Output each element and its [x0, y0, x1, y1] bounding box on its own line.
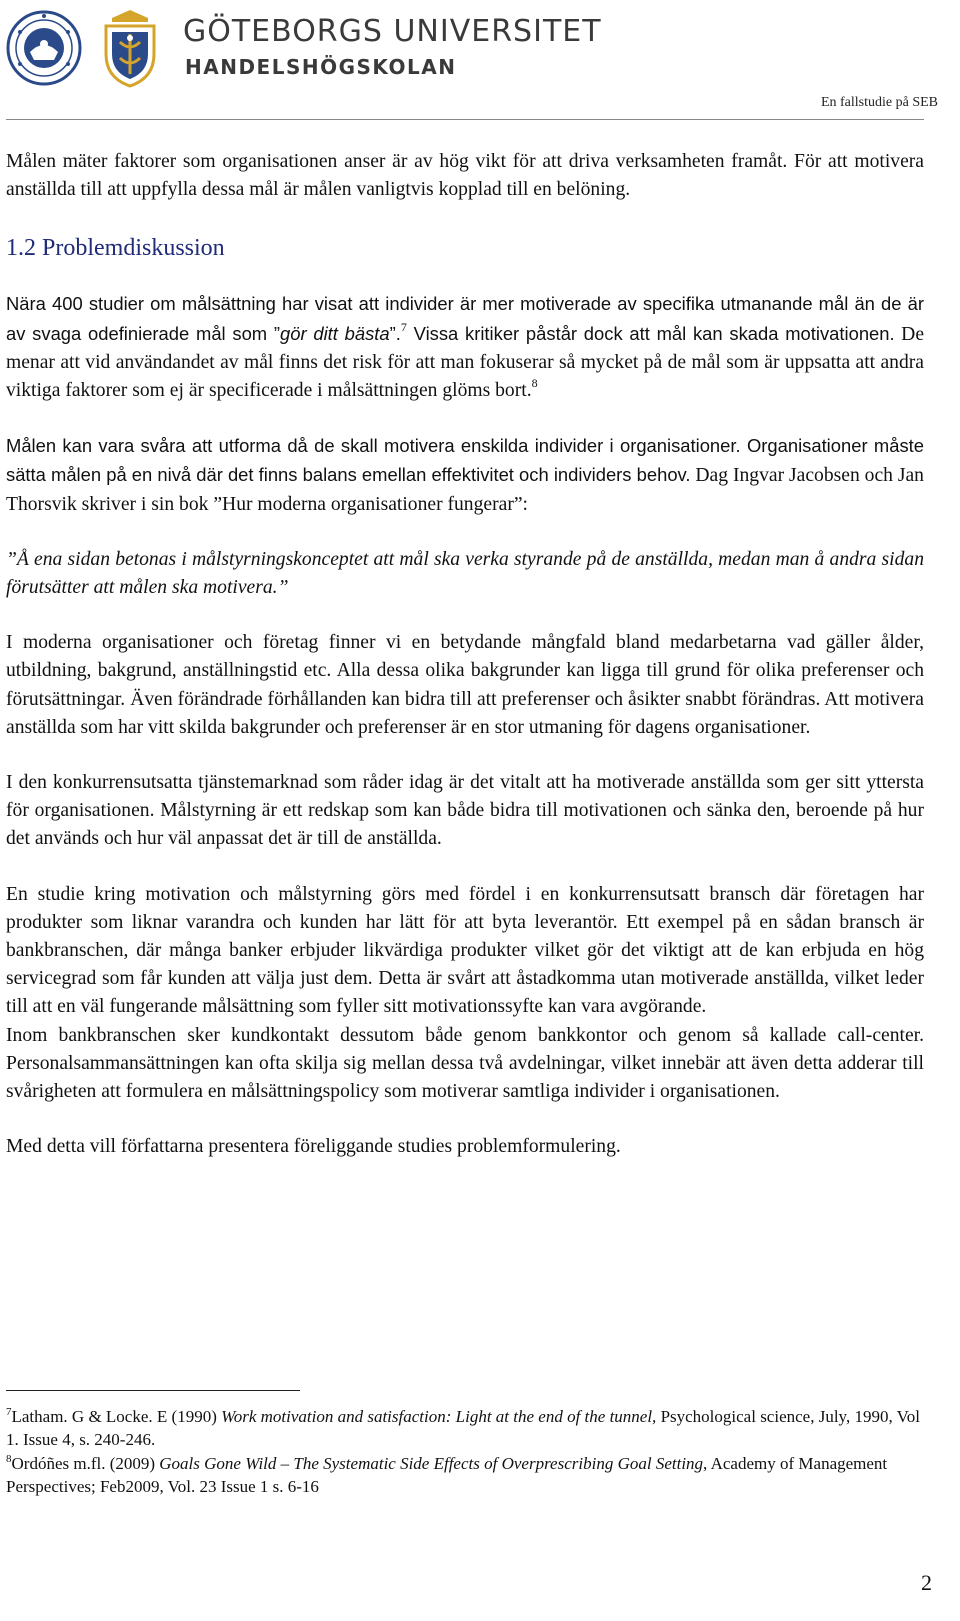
- page-header: [0, 0, 960, 112]
- p2-text-a: Målen kan vara svåra att utforma då de skall motivera enskilda individer i organisationer. Organisationer måste sätta målen på en nivå där det finns balans emellan effektivitet och individers behov.: [6, 435, 924, 486]
- footnote-title: Work motivation and satisfaction: Light at the end of the tunnel,: [221, 1407, 657, 1426]
- university-name: GÖTEBORGS UNIVERSITET: [183, 14, 602, 49]
- footnote-ref-7[interactable]: 7: [400, 319, 407, 334]
- p1-text-a: Nära 400 studier om målsättning har visat att individer är mer motiverade av specifika utmanande mål än de är av svaga odefinierade mål som ”: [6, 293, 924, 344]
- page-number: 2: [921, 1570, 932, 1595]
- paragraph-4: I den konkurrensutsatta tjänstemarknad som råder idag är det vitalt att ha motiverade anställda som ger sitt yttersta för organisationen. Målstyrning är ett redskap som kan både bidra till motivationen och sänka den, beroende på hur det används och hur väl anpassat det är till de anställda.: [6, 772, 924, 850]
- paragraph-2: [6, 432, 924, 519]
- footnote-text: Ordóñes m.fl. (2009): [11, 1453, 160, 1473]
- paragraph-1: [6, 290, 924, 405]
- paragraph-3: I moderna organisationer och företag finner vi en betydande mångfald bland medarbetarna vad gäller ålder, utbildning, bakgrund, anställningstid etc. Alla dessa olika bakgrunder kan ligga till grund för olika preferenser och förutsättningar. Även förändrade förhållanden kan bidra till att preferenser och åsikter snabbt förändras. Att motivera anställda som har vitt skilda bakgrunder och preferenser är en stor utmaning för dagens organisationer.: [6, 632, 924, 738]
- paragraph-5: En studie kring motivation och målstyrning görs med fördel i en konkurrensutsatt bransch där företagen har produkter som liknar varandra och kunden har lätt för att byta leverantör. Ett exempel på en sådan bransch är bankbranschen, där många banker erbjuder likvärdiga produkter vilket gör det viktigt att de kan erbjuda en hög servicegrad som får kunden att välja just dem. Detta är svårt att åstadkomma utan motiverade anställda, vilket leder till att en väl fungerande målsättning som fyller sitt motivationssyfte kan vara avgörande.: [6, 883, 924, 1018]
- footnote-text: Psychological science, July, 1990, Vol 1. Issue 4, s. 240-246.: [6, 1407, 920, 1450]
- paragraph-6: Inom bankbranschen sker kundkontakt dessutom både genom bankkontor och genom så kallade call-center. Personalsammansättningen kan ofta skilja sig mellan dessa två avdelningar, vilket innebär att även detta adderar till svårigheten att formulera en målsättningspolicy som motiverar samtliga individer i organisationen.: [6, 1024, 924, 1103]
- footnote-title: Goals Gone Wild – The Systematic Side Effects of Overprescribing Goal Setting: [159, 1453, 704, 1473]
- footnote-8: [6, 1452, 924, 1499]
- running-title: En fallstudie på SEB: [820, 95, 938, 110]
- school-name: HANDELSHÖGSKOLAN: [185, 55, 457, 79]
- footnote-number: 8: [6, 1452, 12, 1465]
- intro-paragraph: Målen mäter faktorer som organisationen anser är av hög vikt för att driva verksamheten framåt. För att motivera anställda till att uppfylla dessa mål är målen vanligtvis kopplad till en belöning.: [6, 151, 924, 201]
- footnote-text: , Academy of Management Perspectives; Feb2009, Vol. 23 Issue 1 s. 6-16: [6, 1453, 888, 1497]
- footnote-number: 7: [6, 1406, 12, 1418]
- footnotes: [6, 1405, 924, 1499]
- university-seal-icon: [6, 8, 82, 88]
- paragraph-7: Med detta vill författarna presentera föreliggande studies problemformulering.: [6, 1136, 621, 1158]
- section-heading: 1.2 Problemdiskussion: [6, 235, 225, 262]
- p1-text-c: Vissa kritiker påstår dock att mål kan skada motivationen.: [406, 322, 895, 344]
- p1-text-b: ”.: [389, 322, 401, 344]
- block-quote: ”Å ena sidan betonas i målstyrningskonceptet att mål ska verka styrande på de anställda, medan man å andra sidan förutsätter att målen ska motivera.”: [6, 548, 924, 599]
- header-divider: [6, 119, 924, 120]
- footnote-7: [6, 1405, 924, 1452]
- footnote-ref-8[interactable]: 8: [531, 376, 538, 391]
- school-crest-icon: [92, 8, 168, 88]
- footnote-text: Latham. G & Locke. E (1990): [11, 1407, 222, 1426]
- footnote-divider: [6, 1390, 300, 1391]
- p1-text-d: De menar att vid användandet av mål finns det risk för att man fokuserar så mycket på de mål som är uppsatta att andra viktiga faktorer som ej är specificerade i målsättningen glöms bort.: [6, 323, 925, 402]
- p1-italic: gör ditt bästa: [280, 322, 390, 344]
- main-content: [6, 148, 924, 1188]
- p2-text-b: Dag Ingvar Jacobsen och Jan Thorsvik skriver i sin bok ”Hur moderna organisationer fungerar”:: [6, 465, 924, 515]
